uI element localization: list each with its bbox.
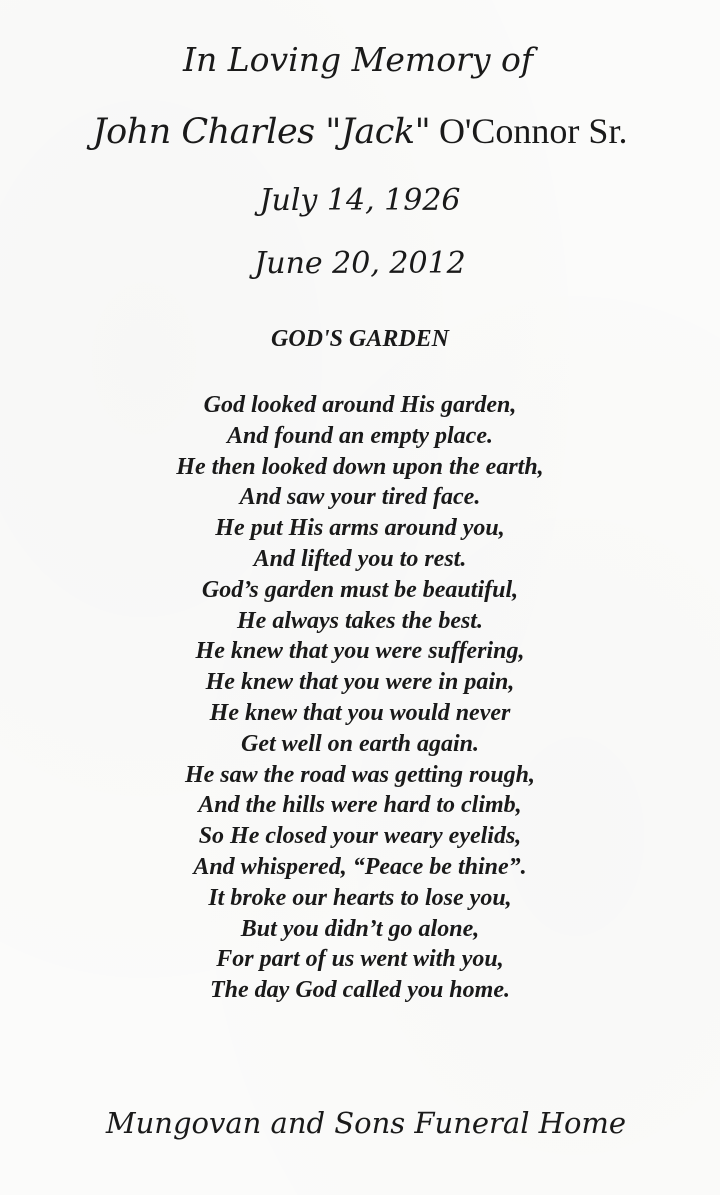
funeral-home-name: Mungovan and Sons Funeral Home (105, 1106, 627, 1140)
poem-line: And saw your tired face. (239, 484, 481, 511)
poem-line: But you didn’t go alone, (240, 915, 480, 942)
poem-line: God’s garden must be beautiful, (201, 576, 519, 603)
poem-line: For part of us went with you, (216, 946, 504, 973)
poem-line: And whispered, “Peace be thine”. (193, 853, 527, 880)
poem-line: He always takes the best. (237, 607, 483, 634)
poem-line: He saw the road was getting rough, (184, 761, 536, 788)
poem-line: And the hills were hard to climb, (198, 792, 522, 819)
poem-line: He knew that you would never (209, 699, 511, 726)
poem-line: He then looked down upon the earth, (176, 453, 544, 480)
birth-date: July 14, 1926 (259, 183, 461, 218)
poem-line: So He closed your weary eyelids, (198, 823, 522, 850)
poem-title: GOD'S GARDEN (270, 326, 450, 352)
poem-line: And lifted you to rest. (253, 545, 467, 572)
poem-line: And found an empty place. (226, 422, 493, 449)
poem-line: He knew that you were suffering, (195, 638, 525, 665)
poem-line: He put His arms around you, (215, 515, 505, 542)
deceased-name-script: John Charles "Jack" (92, 112, 431, 152)
memorial-heading: In Loving Memory of (182, 40, 534, 79)
poem-body (0, 390, 720, 1006)
poem-line: The day God called you home. (210, 977, 510, 1004)
poem-line: Get well on earth again. (240, 730, 480, 757)
deceased-name (0, 110, 720, 152)
poem-line: He knew that you were in pain, (205, 669, 515, 696)
death-date: June 20, 2012 (254, 246, 466, 281)
poem-line: God looked around His garden, (203, 392, 517, 418)
poem-line: It broke our hearts to lose you, (208, 884, 512, 911)
deceased-name-surname: O'Connor Sr. (438, 111, 628, 151)
